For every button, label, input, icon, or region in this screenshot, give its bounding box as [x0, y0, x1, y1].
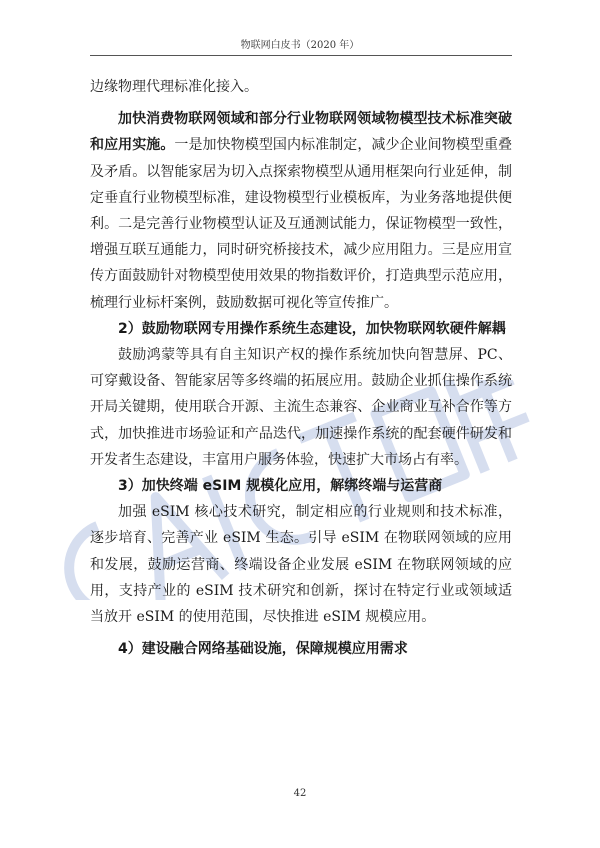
paragraph-object-model: [90, 106, 512, 316]
document-body: [90, 74, 512, 662]
header-divider: [90, 55, 512, 56]
section-heading-esim: 3）加快终端 eSIM 规模化应用，解绑终端与运营商: [118, 478, 443, 495]
section-heading-os: 2）鼓励物联网专用操作系统生态建设，加快物联网软硬件解耦: [118, 320, 506, 337]
section-heading-network: 4）建设融合网络基础设施，保障规模应用需求: [118, 641, 408, 658]
paragraph-os: 鼓励鸿蒙等具有自主知识产权的操作系统加快向智慧屏、PC、可穿戴设备、智能家居等多终端的拓展应用。鼓励企业抓住操作系统开局关键期，使用联合开源、主流生态兼容、企业商业互补合作等方式，加快推进市场验证和产品迭代，加速操作系统的配套硬件研发和开发者生态建设，丰富用户服务体验，快速扩大市场占有率。: [90, 347, 512, 468]
paragraph-lead: 加快消费物联网领域和部分行业物联网领域物模型技术标准突破和应用实施。: [90, 111, 512, 154]
running-header: 物联网白皮书（2020 年）: [240, 40, 360, 51]
paragraph-esim: 加强 eSIM 核心技术研究，制定相应的行业规则和技术标准，逐步培育、完善产业 eSIM 生态。引导 eSIM 在物联网领域的应用和发展，鼓励运营商、终端设备企业发展 eSIM 在物联网领域的应用，支持产业的 eSIM 技术研究和创新，探讨在特定行业或领域适当放开 eSIM 的使用范围，尽快推进 eSIM 规模应用。: [90, 504, 512, 626]
paragraph-text: 一是加快物模型国内标准制定，减少企业间物模型重叠及矛盾。以智能家居为切入点探索物模型从通用框架向行业延伸，制定垂直行业物模型标准，建设物模型行业模板库，为业务落地提供便利。二是完善行业物模型认证及互通测试能力，保证物模型一致性，增强互联互通能力，同时研究桥接技术，减少应用阻力。三是应用宣传方面鼓励针对物模型使用效果的物指数评价，打造典型示范应用，梳理行业标杆案例，鼓励数据可视化等宣传推广。: [90, 137, 513, 311]
continuation-text: 边缘物理代理标准化接入。: [90, 79, 258, 95]
page-number: 42: [293, 788, 307, 799]
